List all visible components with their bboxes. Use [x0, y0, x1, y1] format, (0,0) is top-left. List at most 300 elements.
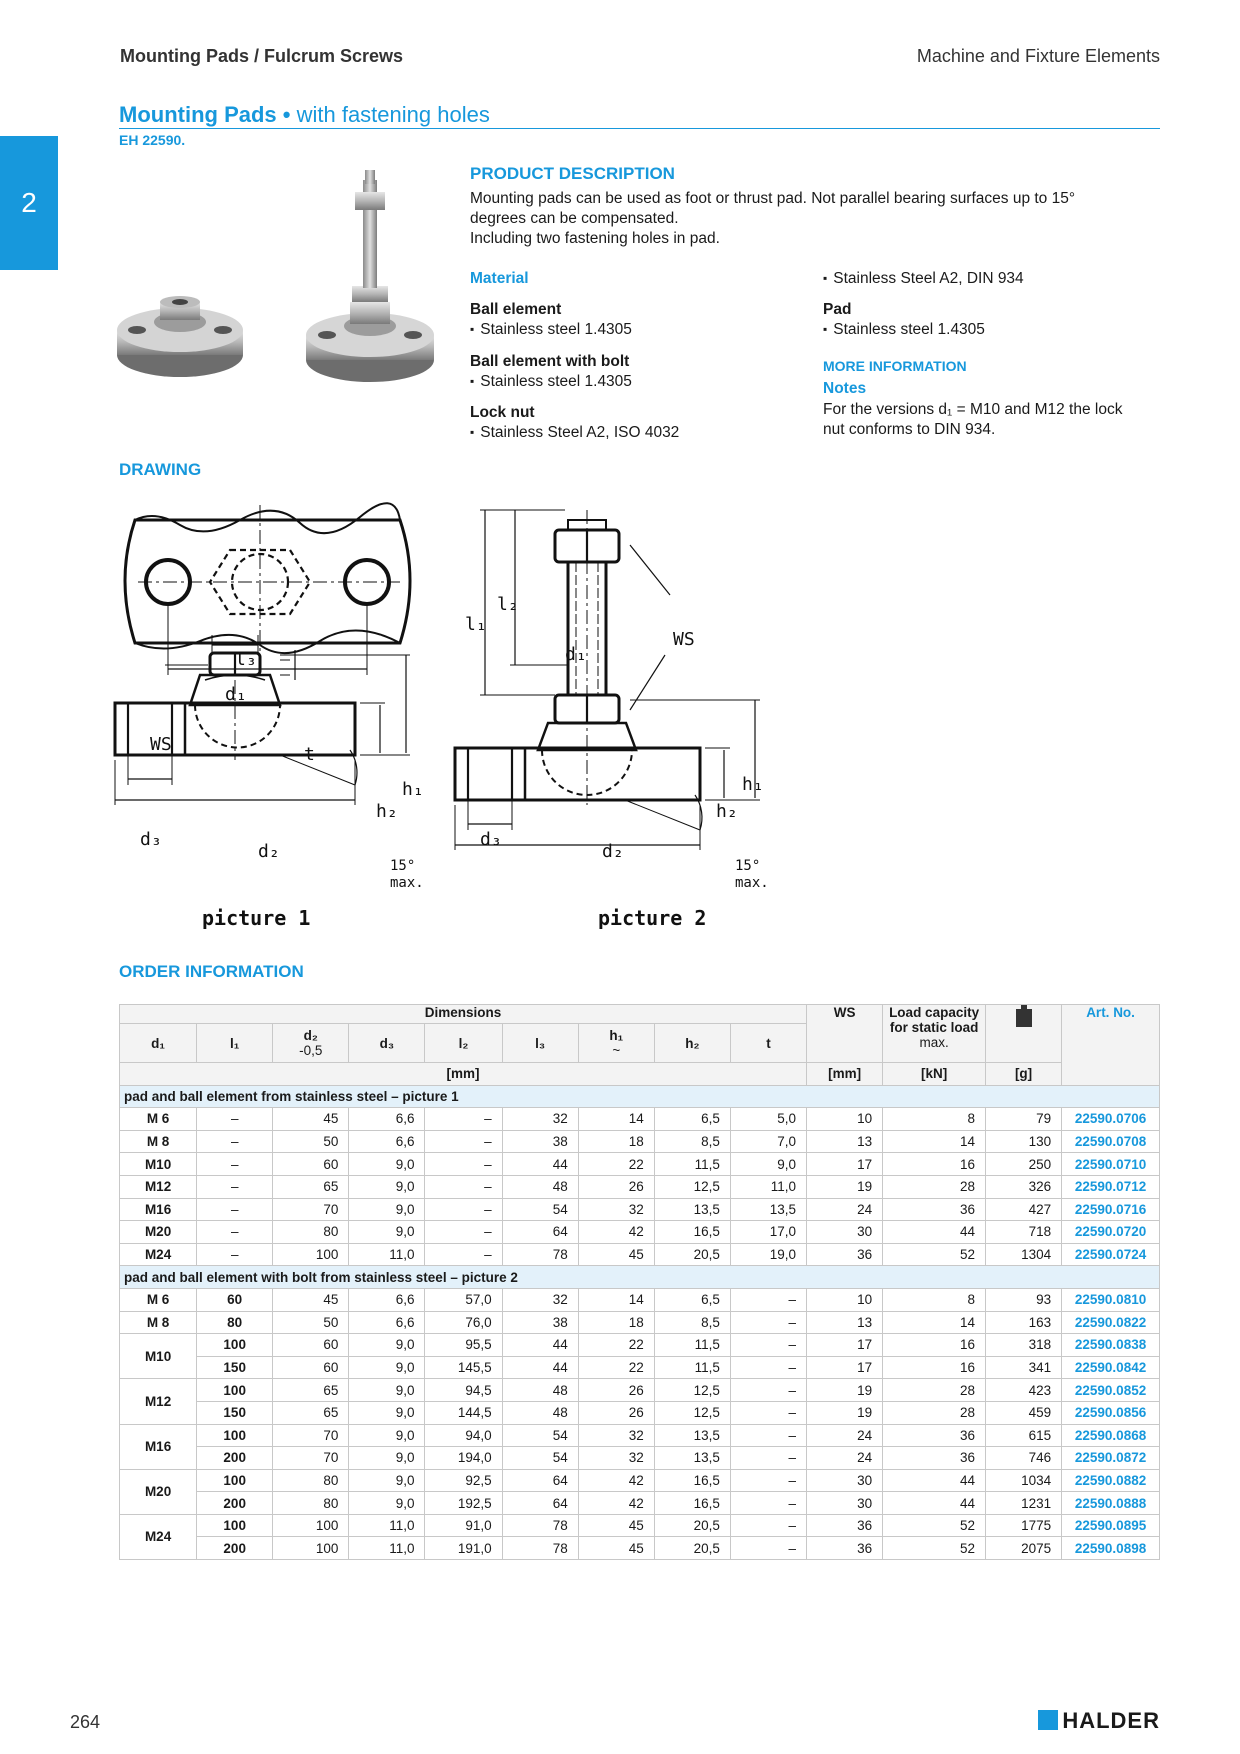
- description-heading: PRODUCT DESCRIPTION: [470, 164, 675, 183]
- cell-value: 30: [807, 1469, 883, 1492]
- lock-nut-label: Lock nut: [470, 404, 535, 421]
- cell-value: 36: [807, 1243, 883, 1266]
- description-line-1: Mounting pads can be used as foot or thrust pad. Not parallel bearing surfaces up to 15°: [470, 190, 1076, 207]
- cell-value: –: [730, 1288, 806, 1311]
- cell-value: 94,5: [425, 1379, 502, 1402]
- cell-value: 54: [502, 1424, 578, 1447]
- table-row: [120, 1447, 1160, 1470]
- cell-value: 5,0: [730, 1108, 806, 1131]
- label-max-2: max.: [735, 875, 769, 891]
- cell-value: 64: [502, 1469, 578, 1492]
- cell-value: 65: [273, 1379, 349, 1402]
- cell-value: 145,5: [425, 1356, 502, 1379]
- cell-value: 12,5: [654, 1175, 730, 1198]
- cell-value: 54: [502, 1447, 578, 1470]
- cell-value: M16: [120, 1198, 197, 1221]
- cell-value: 427: [986, 1198, 1062, 1221]
- cell-value: 28: [883, 1401, 986, 1424]
- title-sub: with fastening holes: [296, 102, 490, 127]
- cell-value: 9,0: [349, 1153, 425, 1176]
- cell-value: –: [730, 1469, 806, 1492]
- header-section-title: Mounting Pads / Fulcrum Screws: [120, 46, 404, 66]
- cell-value: 17: [807, 1356, 883, 1379]
- table-row: [120, 1379, 1160, 1402]
- cell-value: 9,0: [349, 1469, 425, 1492]
- cell-value: 9,0: [349, 1221, 425, 1244]
- cell-value: 52: [883, 1514, 986, 1537]
- cell-value: 24: [807, 1447, 883, 1470]
- table-row: [120, 1221, 1160, 1244]
- cell-value: 200: [197, 1492, 273, 1515]
- cell-value: 26: [578, 1175, 654, 1198]
- col-l3: l₃: [502, 1024, 578, 1063]
- label-d1: d₁: [225, 684, 247, 705]
- cell-value: 9,0: [349, 1175, 425, 1198]
- cell-art-no[interactable]: 22590.0898: [1062, 1537, 1160, 1560]
- ball-element-value: ▪ Stainless steel 1.4305: [470, 321, 632, 339]
- unit-g: [g]: [986, 1063, 1062, 1086]
- cell-value: 13,5: [730, 1198, 806, 1221]
- cell-value: 44: [883, 1492, 986, 1515]
- description-line-2: degrees can be compensated.: [470, 210, 679, 227]
- cell-value: 20,5: [654, 1537, 730, 1560]
- cell-value: 79: [986, 1108, 1062, 1131]
- cell-value: 615: [986, 1424, 1062, 1447]
- unit-ws: [mm]: [807, 1063, 883, 1086]
- cell-value: 459: [986, 1401, 1062, 1424]
- cell-value: 16,5: [654, 1469, 730, 1492]
- group-row: [120, 1266, 1160, 1289]
- label-d2: d₂: [258, 841, 280, 862]
- load-header-line-1: Load capacity: [889, 1005, 980, 1020]
- cell-value: 52: [883, 1243, 986, 1266]
- side-view-picture-2: [455, 510, 760, 850]
- pad-value: ▪ Stainless steel 1.4305: [823, 321, 985, 339]
- table-row: [120, 1334, 1160, 1357]
- cell-value: 50: [273, 1311, 349, 1334]
- cell-value: 130: [986, 1130, 1062, 1153]
- cell-value: –: [730, 1424, 806, 1447]
- table-row: [120, 1401, 1160, 1424]
- cell-value: 70: [273, 1198, 349, 1221]
- cell-value: M20: [120, 1221, 197, 1244]
- cell-value: 13,5: [654, 1424, 730, 1447]
- title-separator: •: [276, 102, 297, 127]
- cell-value: –: [197, 1175, 273, 1198]
- picture-1-label: picture 1: [202, 906, 311, 930]
- cell-value: 95,5: [425, 1334, 502, 1357]
- cell-value: 16: [883, 1334, 986, 1357]
- cell-value: –: [197, 1130, 273, 1153]
- cell-value: –: [730, 1401, 806, 1424]
- cell-value: 1304: [986, 1243, 1062, 1266]
- cell-value: 78: [502, 1537, 578, 1560]
- cell-value: 8,5: [654, 1130, 730, 1153]
- col-h1: [578, 1024, 654, 1063]
- cell-value: 100: [273, 1537, 349, 1560]
- cell-art-no[interactable]: 22590.0895: [1062, 1514, 1160, 1537]
- notes-line-2: nut conforms to DIN 934.: [823, 421, 996, 438]
- cell-value: 11,0: [730, 1175, 806, 1198]
- cell-value: 19: [807, 1401, 883, 1424]
- cell-value: 150: [197, 1356, 273, 1379]
- cell-value: 9,0: [349, 1198, 425, 1221]
- cell-value: 326: [986, 1175, 1062, 1198]
- cell-value: 44: [502, 1153, 578, 1176]
- lock-nut-value-2: ▪ Stainless Steel A2, DIN 934: [823, 270, 1024, 288]
- cell-value: 100: [197, 1469, 273, 1492]
- cell-value: 7,0: [730, 1130, 806, 1153]
- cell-value: –: [730, 1311, 806, 1334]
- title-main: Mounting Pads: [119, 102, 277, 127]
- col-d2-tolerance: -0,5: [299, 1043, 323, 1058]
- cell-value: 16,5: [654, 1492, 730, 1515]
- cell-value: 18: [578, 1311, 654, 1334]
- cell-value: 32: [578, 1198, 654, 1221]
- cell-value: 6,5: [654, 1108, 730, 1131]
- cell-value: 6,6: [349, 1311, 425, 1334]
- cell-value: 32: [578, 1424, 654, 1447]
- cell-value: 11,0: [349, 1537, 425, 1560]
- cell-value: 8: [883, 1288, 986, 1311]
- cell-value: 36: [883, 1447, 986, 1470]
- description-line-3: Including two fastening holes in pad.: [470, 230, 720, 247]
- table-row: [120, 1108, 1160, 1131]
- label-h2: h₂: [376, 801, 398, 822]
- cell-value: 16: [883, 1153, 986, 1176]
- unit-kn: [kN]: [883, 1063, 986, 1086]
- cell-value: 38: [502, 1311, 578, 1334]
- label-ws: WS: [150, 734, 172, 755]
- cell-value: 48: [502, 1401, 578, 1424]
- cell-value: 65: [273, 1175, 349, 1198]
- lock-nut-value: ▪ Stainless Steel A2, ISO 4032: [470, 424, 679, 442]
- cell-value: 64: [502, 1221, 578, 1244]
- unit-mm: [mm]: [120, 1063, 807, 1086]
- col-d2-label: d₂: [303, 1028, 318, 1043]
- load-header-line-3: max.: [919, 1035, 949, 1050]
- table-row: [120, 1356, 1160, 1379]
- label-d2-2: d₂: [602, 841, 624, 862]
- group-label: pad and ball element with bolt from stainless steel – picture 2: [120, 1266, 1160, 1289]
- cell-value: 2075: [986, 1537, 1062, 1560]
- cell-value: 6,6: [349, 1108, 425, 1131]
- label-l2: l₂: [497, 594, 519, 615]
- label-angle: 15°: [390, 858, 416, 874]
- group-label: pad and ball element from stainless steel – picture 1: [120, 1085, 1160, 1108]
- cell-value: 11,0: [349, 1514, 425, 1537]
- cell-value: 20,5: [654, 1243, 730, 1266]
- cell-value: 9,0: [349, 1379, 425, 1402]
- cell-value: 80: [273, 1221, 349, 1244]
- table-row: [120, 1153, 1160, 1176]
- cell-value: 14: [578, 1108, 654, 1131]
- label-h2-2: h₂: [716, 801, 738, 822]
- col-l2: l₂: [425, 1024, 502, 1063]
- cell-value: 28: [883, 1379, 986, 1402]
- ws-header: WS: [807, 1005, 883, 1063]
- cell-value: 24: [807, 1424, 883, 1447]
- col-h2: h₂: [654, 1024, 730, 1063]
- col-l1: l₁: [197, 1024, 273, 1063]
- cell-value: 12,5: [654, 1379, 730, 1402]
- label-t: t: [304, 744, 315, 765]
- cell-value: 48: [502, 1175, 578, 1198]
- order-heading: ORDER INFORMATION: [119, 962, 304, 981]
- chapter-tab[interactable]: 2: [0, 136, 58, 270]
- cell-value: 13: [807, 1130, 883, 1153]
- cell-value: 19: [807, 1175, 883, 1198]
- cell-value: 28: [883, 1175, 986, 1198]
- cell-value: 45: [578, 1514, 654, 1537]
- table-row: [120, 1424, 1160, 1447]
- order-table: [119, 1004, 1160, 1560]
- cell-value: 9,0: [349, 1334, 425, 1357]
- header-catalog-title: Machine and Fixture Elements: [916, 46, 1160, 66]
- cell-art-no[interactable]: 22590.0868: [1062, 1424, 1160, 1447]
- cell-value: –: [197, 1108, 273, 1131]
- cell-value: 423: [986, 1379, 1062, 1402]
- cell-value: 42: [578, 1492, 654, 1515]
- cell-value: 9,0: [349, 1401, 425, 1424]
- cell-value: 6,6: [349, 1130, 425, 1153]
- cell-value: 191,0: [425, 1537, 502, 1560]
- cell-value: 22: [578, 1153, 654, 1176]
- cell-art-no[interactable]: 22590.0888: [1062, 1492, 1160, 1515]
- cell-value: 54: [502, 1198, 578, 1221]
- cell-art-no[interactable]: 22590.0724: [1062, 1243, 1160, 1266]
- cell-value: 52: [883, 1537, 986, 1560]
- table-row: [120, 1130, 1160, 1153]
- cell-art-no[interactable]: 22590.0720: [1062, 1221, 1160, 1244]
- load-header: [883, 1005, 986, 1063]
- cell-size: M 8: [120, 1311, 197, 1334]
- weight-icon: [1015, 1005, 1033, 1027]
- cell-value: –: [730, 1356, 806, 1379]
- cell-value: 60: [273, 1153, 349, 1176]
- cell-value: 32: [502, 1288, 578, 1311]
- cell-value: 16: [883, 1356, 986, 1379]
- cell-value: 14: [883, 1130, 986, 1153]
- cell-value: 100: [197, 1514, 273, 1537]
- cell-value: 718: [986, 1221, 1062, 1244]
- cell-value: 44: [883, 1221, 986, 1244]
- cell-value: 19: [807, 1379, 883, 1402]
- cell-value: –: [197, 1243, 273, 1266]
- ball-bolt-value: ▪ Stainless steel 1.4305: [470, 373, 632, 391]
- cell-value: 45: [578, 1537, 654, 1560]
- cell-value: 9,0: [349, 1492, 425, 1515]
- cell-value: 10: [807, 1288, 883, 1311]
- cell-value: 200: [197, 1537, 273, 1560]
- table-row: [120, 1537, 1160, 1560]
- cell-art-no[interactable]: 22590.0852: [1062, 1379, 1160, 1402]
- cell-value: –: [425, 1198, 502, 1221]
- cell-value: 163: [986, 1311, 1062, 1334]
- cell-value: 45: [578, 1243, 654, 1266]
- cell-value: 8: [883, 1108, 986, 1131]
- cell-value: 64: [502, 1492, 578, 1515]
- cell-art-no[interactable]: 22590.0872: [1062, 1447, 1160, 1470]
- logo-text: HALDER: [1062, 1708, 1160, 1733]
- cell-value: 200: [197, 1447, 273, 1470]
- cell-value: 20,5: [654, 1514, 730, 1537]
- cell-size: M 6: [120, 1288, 197, 1311]
- ball-element-label: Ball element: [470, 301, 562, 318]
- cell-value: M12: [120, 1175, 197, 1198]
- table-row: [120, 1243, 1160, 1266]
- cell-art-no[interactable]: 22590.0822: [1062, 1311, 1160, 1334]
- cell-value: 11,5: [654, 1153, 730, 1176]
- cell-value: 91,0: [425, 1514, 502, 1537]
- cell-value: –: [425, 1130, 502, 1153]
- cell-value: 38: [502, 1130, 578, 1153]
- cell-value: M 6: [120, 1108, 197, 1131]
- group-row: [120, 1085, 1160, 1108]
- cell-value: 32: [502, 1108, 578, 1131]
- cell-art-no[interactable]: 22590.0838: [1062, 1334, 1160, 1357]
- cell-value: 32: [578, 1447, 654, 1470]
- cell-value: 341: [986, 1356, 1062, 1379]
- cell-value: 24: [807, 1198, 883, 1221]
- cell-art-no[interactable]: 22590.0842: [1062, 1356, 1160, 1379]
- label-h1-2: h₁: [742, 774, 764, 795]
- cell-value: 13,5: [654, 1198, 730, 1221]
- cell-value: 60: [197, 1288, 273, 1311]
- cell-value: 42: [578, 1469, 654, 1492]
- cell-value: –: [730, 1492, 806, 1515]
- cell-value: –: [425, 1243, 502, 1266]
- col-t: t: [730, 1024, 806, 1063]
- table-row: [120, 1175, 1160, 1198]
- logo-mark-icon: [1038, 1710, 1058, 1730]
- page-number: 264: [70, 1712, 101, 1732]
- cell-value: 76,0: [425, 1311, 502, 1334]
- cell-art-no[interactable]: 22590.0810: [1062, 1288, 1160, 1311]
- cell-value: 250: [986, 1153, 1062, 1176]
- notes-line-1: For the versions d₁ = M10 and M12 the lock: [823, 401, 1123, 418]
- cell-value: 16,5: [654, 1221, 730, 1244]
- cell-art-no[interactable]: 22590.0708: [1062, 1130, 1160, 1153]
- notes-label: Notes: [823, 380, 867, 397]
- halder-logo: [1038, 1708, 1160, 1734]
- cell-art-no[interactable]: 22590.0706: [1062, 1108, 1160, 1131]
- col-h1-label: h₁: [609, 1028, 624, 1043]
- material-heading: Material: [470, 270, 529, 287]
- side-view-picture-1: [115, 635, 410, 805]
- cell-value: 18: [578, 1130, 654, 1153]
- cell-value: 65: [273, 1401, 349, 1424]
- cell-value: –: [730, 1334, 806, 1357]
- cell-size: M16: [120, 1424, 197, 1469]
- cell-value: 60: [273, 1356, 349, 1379]
- cell-value: 100: [197, 1379, 273, 1402]
- cell-value: 100: [273, 1243, 349, 1266]
- cell-value: 100: [273, 1514, 349, 1537]
- cell-value: 13: [807, 1311, 883, 1334]
- cell-value: 22: [578, 1356, 654, 1379]
- cell-value: 318: [986, 1334, 1062, 1357]
- cell-value: 10: [807, 1108, 883, 1131]
- col-d3: d₃: [349, 1024, 425, 1063]
- label-l3: l₃: [235, 649, 257, 670]
- cell-value: 9,0: [730, 1153, 806, 1176]
- label-max: max.: [390, 875, 424, 891]
- cell-value: 9,0: [349, 1447, 425, 1470]
- cell-value: 36: [883, 1424, 986, 1447]
- cell-value: 45: [273, 1288, 349, 1311]
- cell-value: M10: [120, 1153, 197, 1176]
- load-header-line-2: for static load: [889, 1020, 979, 1035]
- cell-value: 1034: [986, 1469, 1062, 1492]
- cell-value: 17: [807, 1153, 883, 1176]
- weight-header: [986, 1005, 1062, 1063]
- label-d1-2: d₁: [565, 644, 587, 665]
- cell-value: M24: [120, 1243, 197, 1266]
- cell-value: 36: [807, 1514, 883, 1537]
- dimensions-header: Dimensions: [120, 1005, 807, 1024]
- product-code: EH 22590.: [119, 132, 186, 148]
- cell-value: 36: [807, 1537, 883, 1560]
- ball-bolt-label: Ball element with bolt: [470, 353, 630, 370]
- cell-value: 92,5: [425, 1469, 502, 1492]
- cell-art-no[interactable]: 22590.0712: [1062, 1175, 1160, 1198]
- cell-value: 78: [502, 1243, 578, 1266]
- cell-value: –: [425, 1108, 502, 1131]
- table-row: [120, 1288, 1160, 1311]
- cell-value: 17: [807, 1334, 883, 1357]
- picture-2-label: picture 2: [598, 906, 707, 930]
- cell-value: –: [425, 1221, 502, 1244]
- cell-value: 746: [986, 1447, 1062, 1470]
- cell-value: 44: [502, 1334, 578, 1357]
- label-d3: d₃: [140, 829, 162, 850]
- cell-value: 42: [578, 1221, 654, 1244]
- cell-size: M24: [120, 1514, 197, 1559]
- cell-value: 100: [197, 1334, 273, 1357]
- cell-value: 50: [273, 1130, 349, 1153]
- cell-art-no[interactable]: 22590.0716: [1062, 1198, 1160, 1221]
- cell-value: 30: [807, 1492, 883, 1515]
- table-row: [120, 1198, 1160, 1221]
- cell-value: 8,5: [654, 1311, 730, 1334]
- label-angle-2: 15°: [735, 858, 761, 874]
- cell-value: 26: [578, 1401, 654, 1424]
- cell-value: 9,0: [349, 1424, 425, 1447]
- cell-value: –: [730, 1514, 806, 1537]
- label-d3-2: d₃: [480, 829, 502, 850]
- cell-art-no[interactable]: 22590.0882: [1062, 1469, 1160, 1492]
- cell-value: 44: [883, 1469, 986, 1492]
- cell-value: 6,6: [349, 1288, 425, 1311]
- more-info-heading: MORE INFORMATION: [823, 358, 967, 374]
- product-photo: [115, 170, 435, 390]
- cell-value: 6,5: [654, 1288, 730, 1311]
- page-title: [119, 102, 490, 128]
- cell-value: M 8: [120, 1130, 197, 1153]
- top-view: [125, 503, 410, 675]
- cell-value: –: [197, 1198, 273, 1221]
- table-row: [120, 1469, 1160, 1492]
- cell-art-no[interactable]: 22590.0856: [1062, 1401, 1160, 1424]
- drawing-heading: DRAWING: [119, 460, 202, 479]
- cell-art-no[interactable]: 22590.0710: [1062, 1153, 1160, 1176]
- cell-value: 30: [807, 1221, 883, 1244]
- cell-size: M20: [120, 1469, 197, 1514]
- label-l1: l₁: [465, 614, 487, 635]
- cell-value: –: [730, 1379, 806, 1402]
- cell-value: 26: [578, 1379, 654, 1402]
